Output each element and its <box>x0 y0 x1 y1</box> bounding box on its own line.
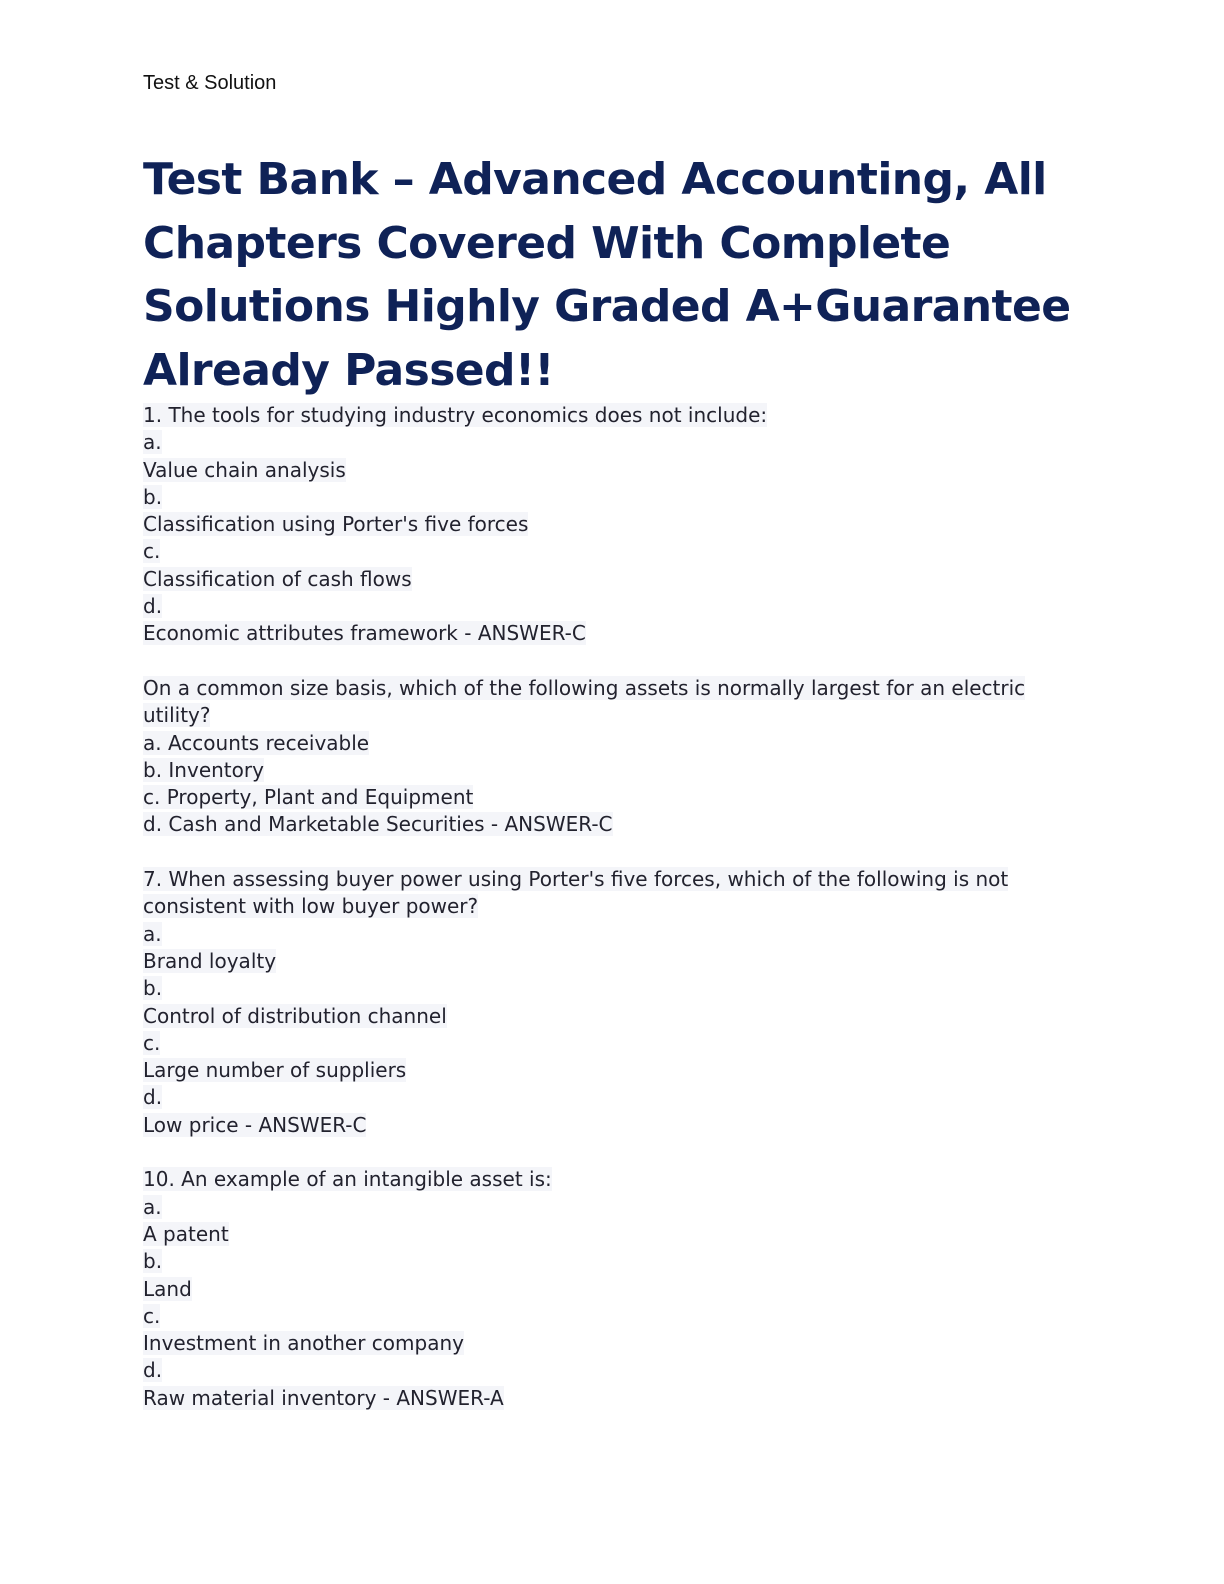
option-text: A patent <box>143 1221 229 1246</box>
option-letter: b. <box>143 1249 163 1274</box>
question-text: 7. When assessing buyer power using Porter's five forces, which of the following is not consistent with low buyer power? <box>143 867 1009 919</box>
option-text: a. Accounts receivable <box>143 730 370 755</box>
question-text: On a common size basis, which of the following assets is normally largest for an electric utility? <box>143 675 1026 728</box>
paragraph-gap <box>143 839 1073 866</box>
option-text: Classification using Porter's five forces <box>143 512 529 537</box>
option-letter: b. <box>143 484 163 509</box>
option-text-with-answer: d. Cash and Marketable Securities - ANSWER-C <box>143 812 613 837</box>
question-block <box>143 402 1073 648</box>
paragraph-gap <box>143 648 1073 675</box>
question-block <box>143 866 1073 1139</box>
option-text: Large number of suppliers <box>143 1058 407 1083</box>
document-title: Test Bank – Advanced Accounting, All Chapters Covered With Complete Solutions Highly Graded A+Guarantee Already Passed!! <box>143 154 1071 396</box>
option-letter: b. <box>143 976 163 1001</box>
question-block <box>143 1166 1073 1412</box>
option-letter: a. <box>143 1194 162 1219</box>
option-text: Control of distribution channel <box>143 1003 447 1028</box>
option-letter: a. <box>143 430 162 455</box>
option-text: Brand loyalty <box>143 948 277 973</box>
option-letter: d. <box>143 1085 163 1110</box>
option-letter: c. <box>143 539 161 564</box>
question-block <box>143 675 1073 839</box>
option-text-with-answer: Raw material inventory - ANSWER-A <box>143 1385 504 1410</box>
document-page <box>143 70 1073 1412</box>
document-body <box>143 402 1073 1412</box>
option-letter: c. <box>143 1030 161 1055</box>
option-letter: a. <box>143 921 162 946</box>
question-text: 1. The tools for studying industry economics does not include: <box>143 403 768 427</box>
option-letter: d. <box>143 594 163 619</box>
option-text-with-answer: Low price - ANSWER-C <box>143 1112 367 1137</box>
option-letter: c. <box>143 1303 161 1328</box>
option-letter: d. <box>143 1358 163 1383</box>
question-text: 10. An example of an intangible asset is: <box>143 1167 552 1192</box>
page-header: Test & Solution <box>143 72 277 94</box>
option-text: b. Inventory <box>143 757 264 782</box>
paragraph-gap <box>143 1139 1073 1166</box>
option-text: Classification of cash flows <box>143 566 412 591</box>
option-text: c. Property, Plant and Equipment <box>143 785 474 810</box>
option-text-with-answer: Economic attributes framework - ANSWER-C <box>143 621 586 646</box>
option-text: Investment in another company <box>143 1331 464 1356</box>
option-text: Value chain analysis <box>143 457 346 482</box>
option-text: Land <box>143 1276 192 1301</box>
